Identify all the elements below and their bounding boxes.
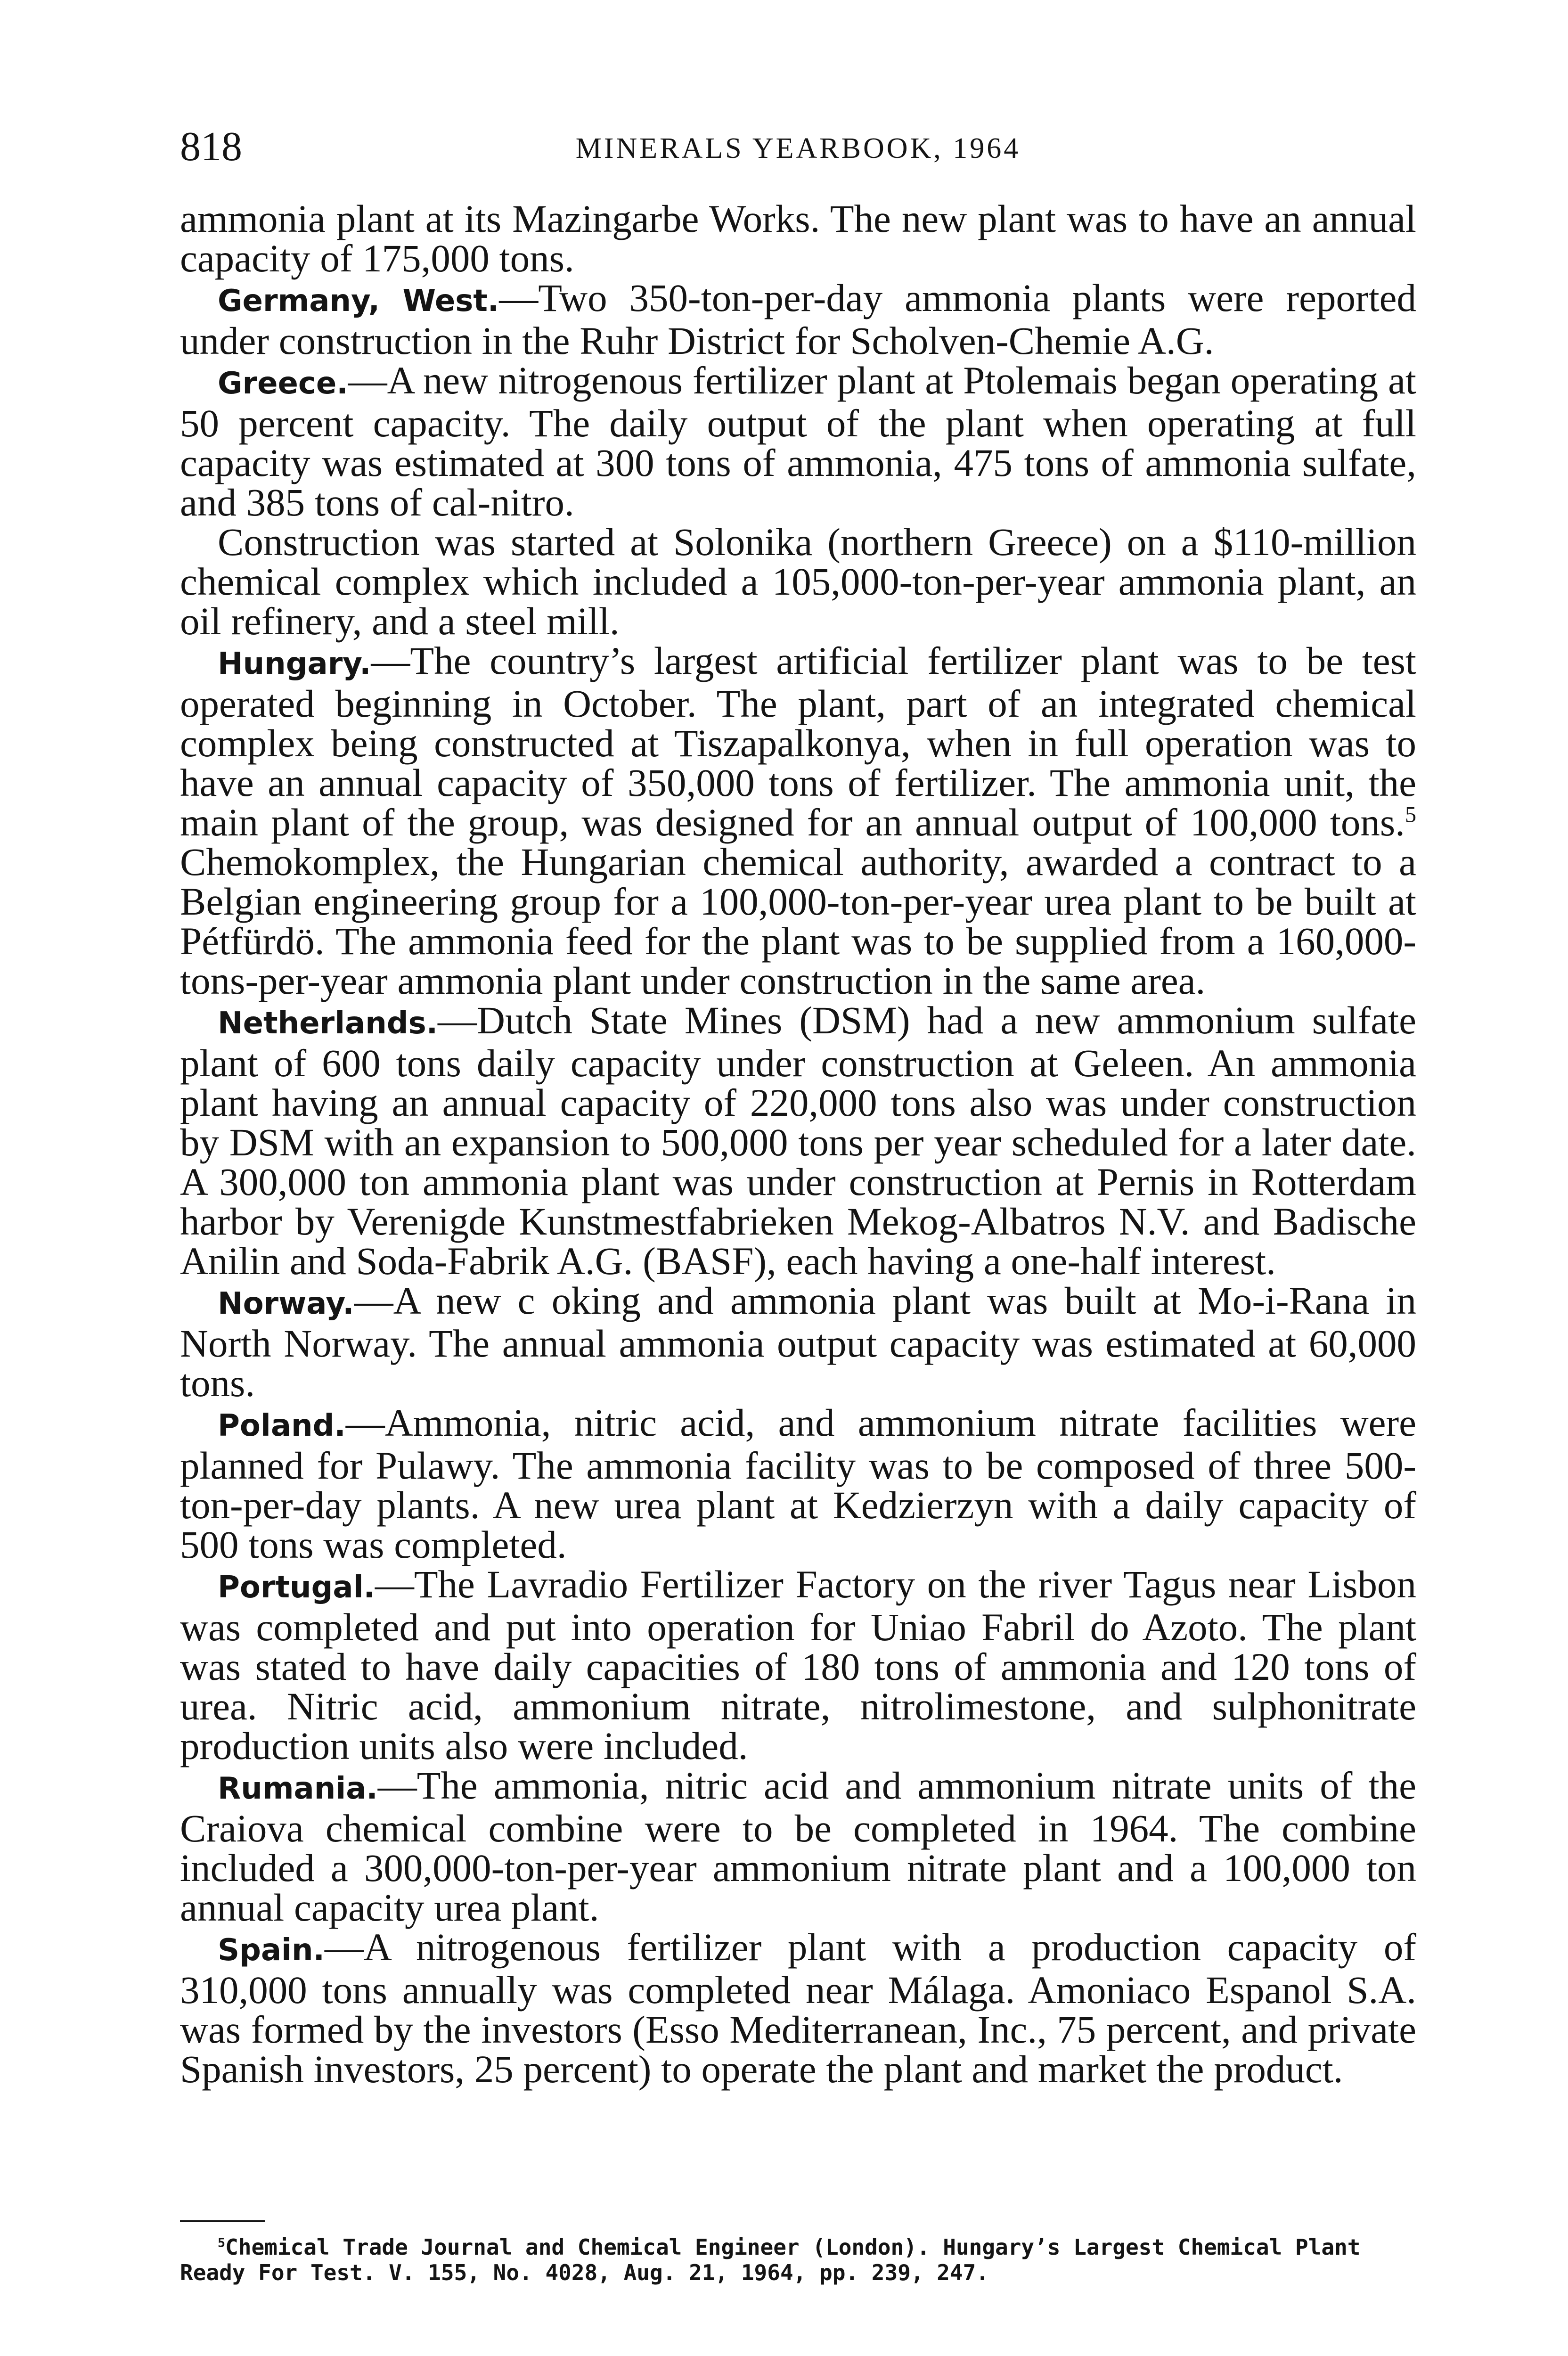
paragraph-text: —The Lavradio Fertilizer Factory on the river Tagus near Lisbon was completed and put into operation for Uniao Fabril do Azoto. The plant was stated to have daily capacities of 180 tons of ammonia and 120 tons of urea. Nitric acid, ammonium nitrate, nitrolimestone, and sulphonitrate production units also were included. — [180, 1562, 1416, 1767]
footnote-divider — [180, 2220, 265, 2222]
paragraph-hungary — [180, 641, 1416, 1000]
paragraph-poland — [180, 1403, 1416, 1564]
country-heading: Portugal. — [218, 1570, 375, 1605]
footnote-marker: 5 — [218, 2235, 226, 2250]
country-heading: Rumania. — [218, 1771, 378, 1806]
paragraph-text: —Two 350-ton-per-day ammonia plants were reported under construction in the Ruhr District for Scholven-Chemie A.G. — [180, 276, 1417, 362]
paragraph-continued — [180, 199, 1416, 278]
paragraph-text: —Ammonia, nitric acid, and ammonium nitrate facilities were planned for Pulawy. The ammonia facility was to be composed of three 500-ton-per-day plants. A new urea plant at Kedzierzyn with a daily capacity of 500 tons was completed. — [180, 1401, 1416, 1566]
paragraph-greece-construction — [180, 522, 1416, 641]
country-heading: Netherlands. — [218, 1006, 438, 1041]
paragraph-text: —Dutch State Mines (DSM) had a new ammonium sulfate plant of 600 tons daily capacity under construction at Geleen. An ammonia plant having an annual capacity of 220,000 tons also was under construction by DSM with an expansion to 500,000 tons per year scheduled for a later date. A 300,000 ton ammonia plant was under construction at Pernis in Rotterdam harbor by Verenigde Kunstmestfabrieken Mekog-Albatros N.V. and Badische Anilin and Soda-Fabrik A.G. (BASF), each having a one-half interest. — [180, 998, 1416, 1283]
paragraph-text: —A new nitrogenous fertilizer plant at Ptolemais began operating at 50 percent capacity. The daily output of the plant when operating at full capacity was estimated at 300 tons of ammonia, 475 tons of ammonia sulfate, and 385 tons of cal-nitro. — [180, 359, 1416, 524]
country-heading: Spain. — [218, 1933, 325, 1968]
country-heading: Germany, West. — [218, 284, 499, 319]
paragraph-netherlands — [180, 1000, 1416, 1281]
paragraph-text: Construction was started at Solonika (northern Greece) on a $110-million chemical complex which included a 105,000-ton-per-year ammonia plant, an oil refinery, and a steel mill. — [180, 520, 1416, 643]
country-heading: Greece. — [218, 366, 348, 401]
page-number: 818 — [180, 124, 242, 170]
paragraph-text: —A nitrogenous fertilizer plant with a production capacity of 310,000 tons annually was completed near Málaga. Amoniaco Espanol S.A. was formed by the investors (Esso Mediterranean, Inc., 75 percent, and private Spanish investors, 25 percent) to operate the plant and market the product. — [180, 1925, 1416, 2091]
paragraph-rumania — [180, 1766, 1416, 1927]
paragraph-text: —The country’s largest artificial fertilizer plant was to be test operated beginning in October. The plant, part of an integrated chemical complex being constructed at Tiszapalkonya, when in full operation was to have an annual capacity of 350,000 tons of fertilizer. The ammonia unit, the main plant of the group, was designed for an annual output of 100,000 tons. — [180, 639, 1416, 844]
body-text — [180, 199, 1416, 2089]
paragraph-text: —A new c oking and ammonia plant was built at Mo-i-Rana in North Norway. The annual ammonia output capacity was estimated at 60,000 tons. — [180, 1279, 1416, 1405]
footnote — [180, 2234, 1416, 2285]
paragraph-norway — [180, 1281, 1416, 1403]
country-heading: Norway. — [218, 1286, 354, 1321]
paragraph-text-continued: Chemokomplex, the Hungarian chemical authority, awarded a contract to a Belgian engineering group for a 100,000-ton-per-year urea plant to be built at Pétfürdö. The ammonia feed for the plant was to be supplied from a 160,000-tons-per-year ammonia plant under construction in the same area. — [180, 840, 1416, 1002]
paragraph-portugal — [180, 1564, 1416, 1766]
paragraph-spain — [180, 1927, 1416, 2089]
country-heading: Poland. — [218, 1408, 346, 1443]
country-heading: Hungary. — [218, 646, 371, 681]
paragraph-text: ammonia plant at its Mazingarbe Works. The new plant was to have an annual capacity of 175,000 tons. — [180, 197, 1416, 280]
footnote-reference: 5 — [1405, 802, 1416, 827]
page-header — [180, 123, 1416, 171]
running-title: MINERALS YEARBOOK, 1964 — [575, 132, 1021, 164]
paragraph-greece — [180, 360, 1416, 522]
paragraph-germany-west — [180, 278, 1416, 360]
paragraph-text: —The ammonia, nitric acid and ammonium nitrate units of the Craiova chemical combine were to be completed in 1964. The combine included a 300,000-ton-per-year ammonium nitrate plant and a 100,000 ton annual capacity urea plant. — [180, 1764, 1416, 1929]
footnote-text: Chemical Trade Journal and Chemical Engineer (London). Hungary’s Largest Chemical Plant Ready For Test. V. 155, No. 4028, Aug. 21, 1964, pp. 239, 247. — [180, 2234, 1361, 2285]
